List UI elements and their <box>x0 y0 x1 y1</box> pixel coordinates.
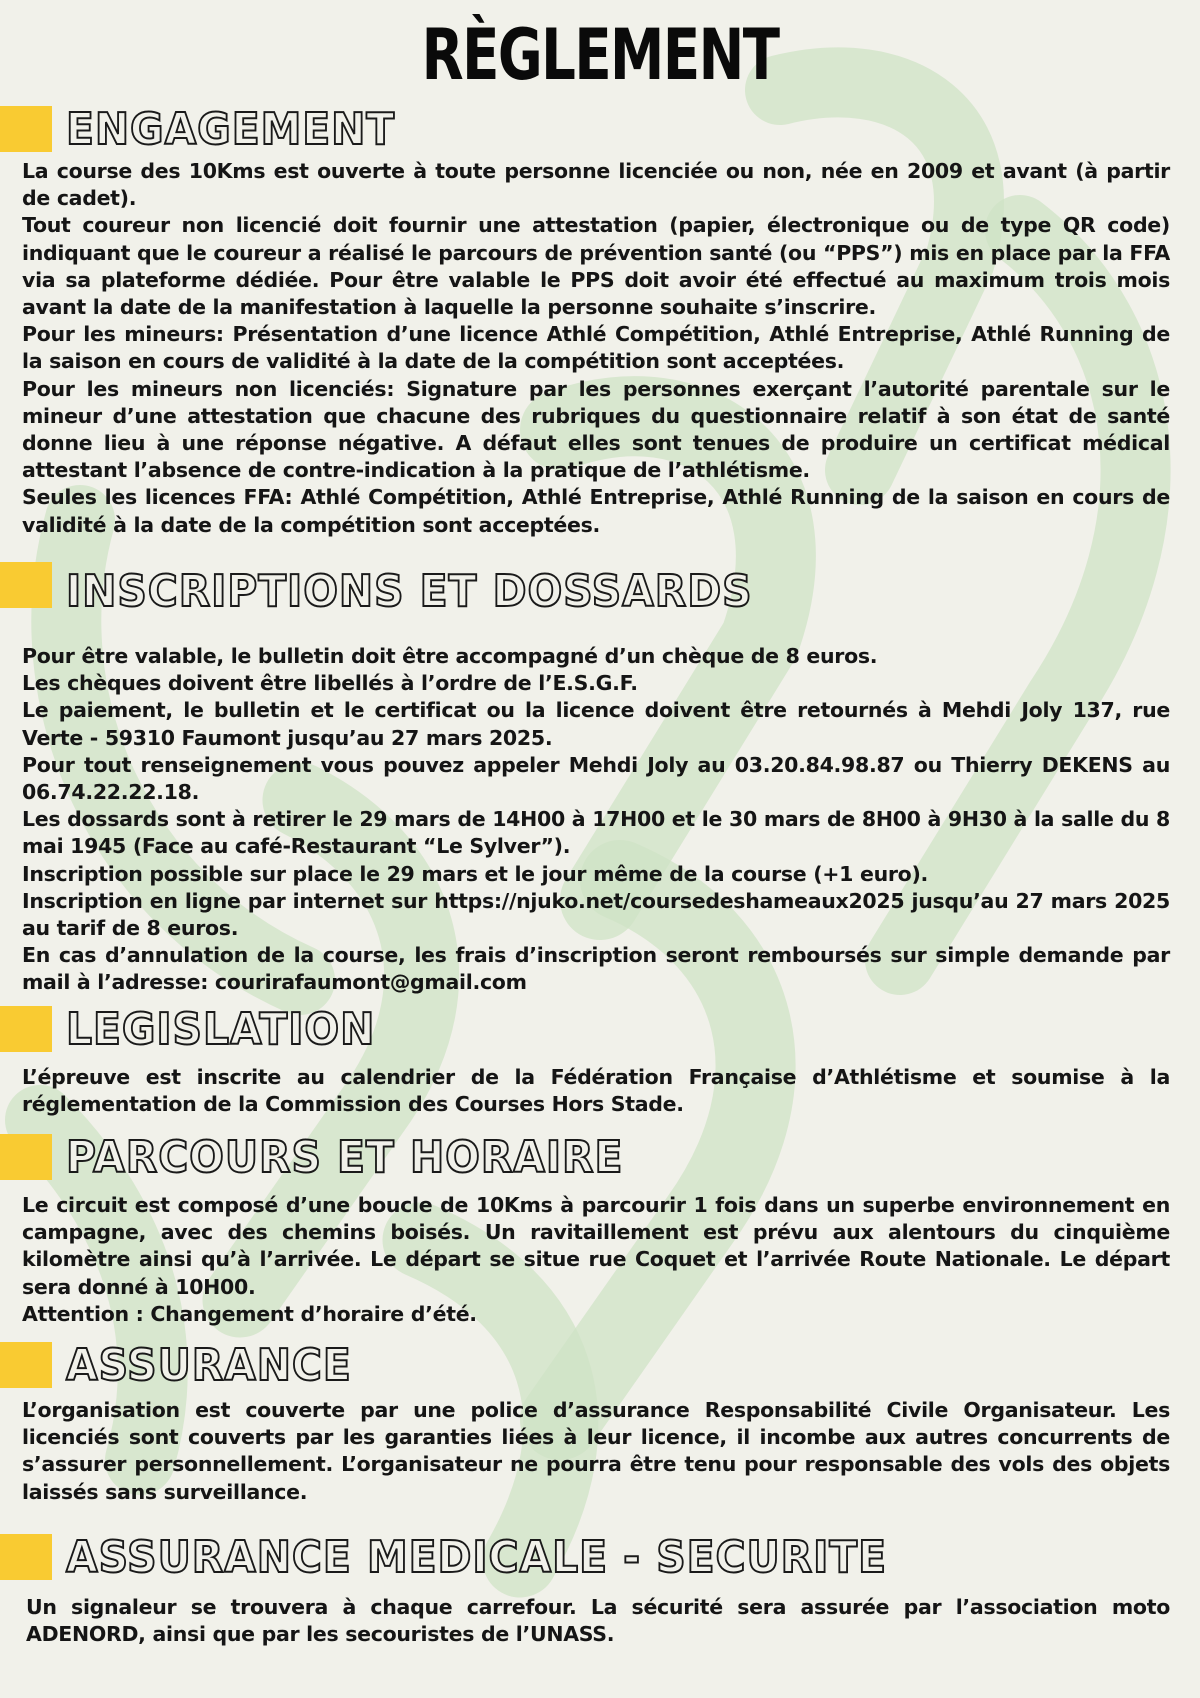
section-title-inscriptions: INSCRIPTIONS ET DOSSARDS <box>66 566 753 617</box>
paragraph: Attention : Changement d’horaire d’été. <box>22 1301 477 1326</box>
paragraph: L’épreuve est inscrite au calendrier de la Fédération Française d’Athlétisme et soumise à la réglementation de la Commission des Courses Hors Stade. <box>22 1065 1170 1117</box>
paragraph: Inscription en ligne par internet sur https://njuko.net/coursedeshameaux2025 jusqu’au 27 mars 2025 au tarif de 8 euros. <box>22 888 1170 941</box>
paragraph: Tout coureur non licencié doit fournir une attestation (papier, électronique ou de type QR code) indiquant que le coureur a réalisé le parcours de prévention santé (ou “PPS”) mis en place par la FFA via sa plateforme dédiée. Pour être valable le PPS doit avoir été effectué au maximum trois mois avant la date de la manifestation à laquelle la personne souhaite s’inscrire. <box>22 213 1170 320</box>
yellow-square-marker <box>0 562 52 608</box>
page-title: RÈGLEMENT <box>421 14 779 96</box>
paragraph: La course des 10Kms est ouverte à toute personne licenciée ou non, née en 2009 et avant (à partir de cadet). <box>22 159 1170 211</box>
section-title-legislation: LEGISLATION <box>66 1004 376 1055</box>
section-body-assurance <box>22 1397 1170 1506</box>
paragraph: Pour les mineurs non licenciés: Signature par les personnes exerçant l’autorité parentale sur le mineur d’une attestation que chacune des rubriques du questionnaire relatif à son état de santé donne lieu à une réponse négative. A défaut elles sont tenues de produire un certificat médical attestant l’absence de contre-indication à la pratique de l’athlétisme. <box>22 376 1170 483</box>
section-title-engagement: ENGAGEMENT <box>66 104 396 155</box>
paragraph: Le circuit est composé d’une boucle de 10Kms à parcourir 1 fois dans un superbe environnement en campagne, avec des chemins boisés. Un ravitaillement est prévu aux alentours du cinquième kilomètre ainsi qu’à l’arrivée. Le départ se situe rue Coquet et l’arrivée Route Nationale. Le départ sera donné à 10H00. <box>22 1193 1170 1299</box>
section-title-parcours: PARCOURS ET HORAIRE <box>66 1132 624 1183</box>
section-body-parcours <box>22 1192 1170 1328</box>
section-body-inscriptions <box>22 643 1170 997</box>
paragraph: Inscription possible sur place le 29 mars et le jour même de la course (+1 euro). <box>22 861 929 886</box>
paragraph: L’organisation est couverte par une police d’assurance Responsabilité Civile Organisateur. Les licenciés sont couverts par les garanties liées à leur licence, il incombe aux autres concurrents de s’assurer personnellement. L’organisateur ne pourra être tenu pour responsable des vols des objets laissés sans surveillance. <box>22 1398 1170 1504</box>
paragraph: Un signaleur se trouvera à chaque carrefour. La sécurité sera assurée par l’association moto ADENORD, ainsi que par les secouristes de l’UNASS. <box>26 1595 1170 1647</box>
paragraph: Pour tout renseignement vous pouvez appeler Mehdi Joly au 03.20.84.98.87 ou Thierry DEKENS au 06.74.22.22.18. <box>22 752 1170 805</box>
paragraph: Seules les licences FFA: Athlé Compétition, Athlé Entreprise, Athlé Running de la saison en cours de validité à la date de la compétition sont acceptées. <box>22 485 1170 537</box>
section-body-legislation <box>22 1064 1170 1118</box>
section-title-assurance: ASSURANCE <box>66 1340 352 1391</box>
yellow-square-marker <box>0 1342 52 1388</box>
yellow-square-marker <box>0 106 52 152</box>
paragraph: En cas d’annulation de la course, les frais d’inscription seront remboursés sur simple demande par mail à l’adresse: courirafaumont@gmail.com <box>22 943 1170 995</box>
paragraph: Les dossards sont à retirer le 29 mars de 14H00 à 17H00 et le 30 mars de 8H00 à 9H30 à la salle du 8 mai 1945 (Face au café-Restaurant “Le Sylver”). <box>22 807 1170 859</box>
paragraph: Le paiement, le bulletin et le certificat ou la licence doivent être retournés à Mehdi Joly 137, rue Verte - 59310 Faumont jusqu’au 27 mars 2025. <box>22 698 1170 750</box>
paragraph: Pour être valable, le bulletin doit être accompagné d’un chèque de 8 euros. <box>22 644 878 668</box>
paragraph: Pour les mineurs: Présentation d’une licence Athlé Compétition, Athlé Entreprise, Athlé Running de la saison en cours de validité à la date de la compétition sont acceptées. <box>22 322 1170 374</box>
yellow-square-marker <box>0 1134 52 1180</box>
paragraph: Les chèques doivent être libellés à l’ordre de l’E.S.G.F. <box>22 671 638 696</box>
section-body-securite <box>26 1594 1170 1648</box>
section-title-securite: ASSURANCE MEDICALE - SECURITE <box>66 1532 887 1583</box>
yellow-square-marker <box>0 1534 52 1580</box>
yellow-square-marker <box>0 1006 52 1052</box>
section-body-engagement <box>22 158 1170 539</box>
